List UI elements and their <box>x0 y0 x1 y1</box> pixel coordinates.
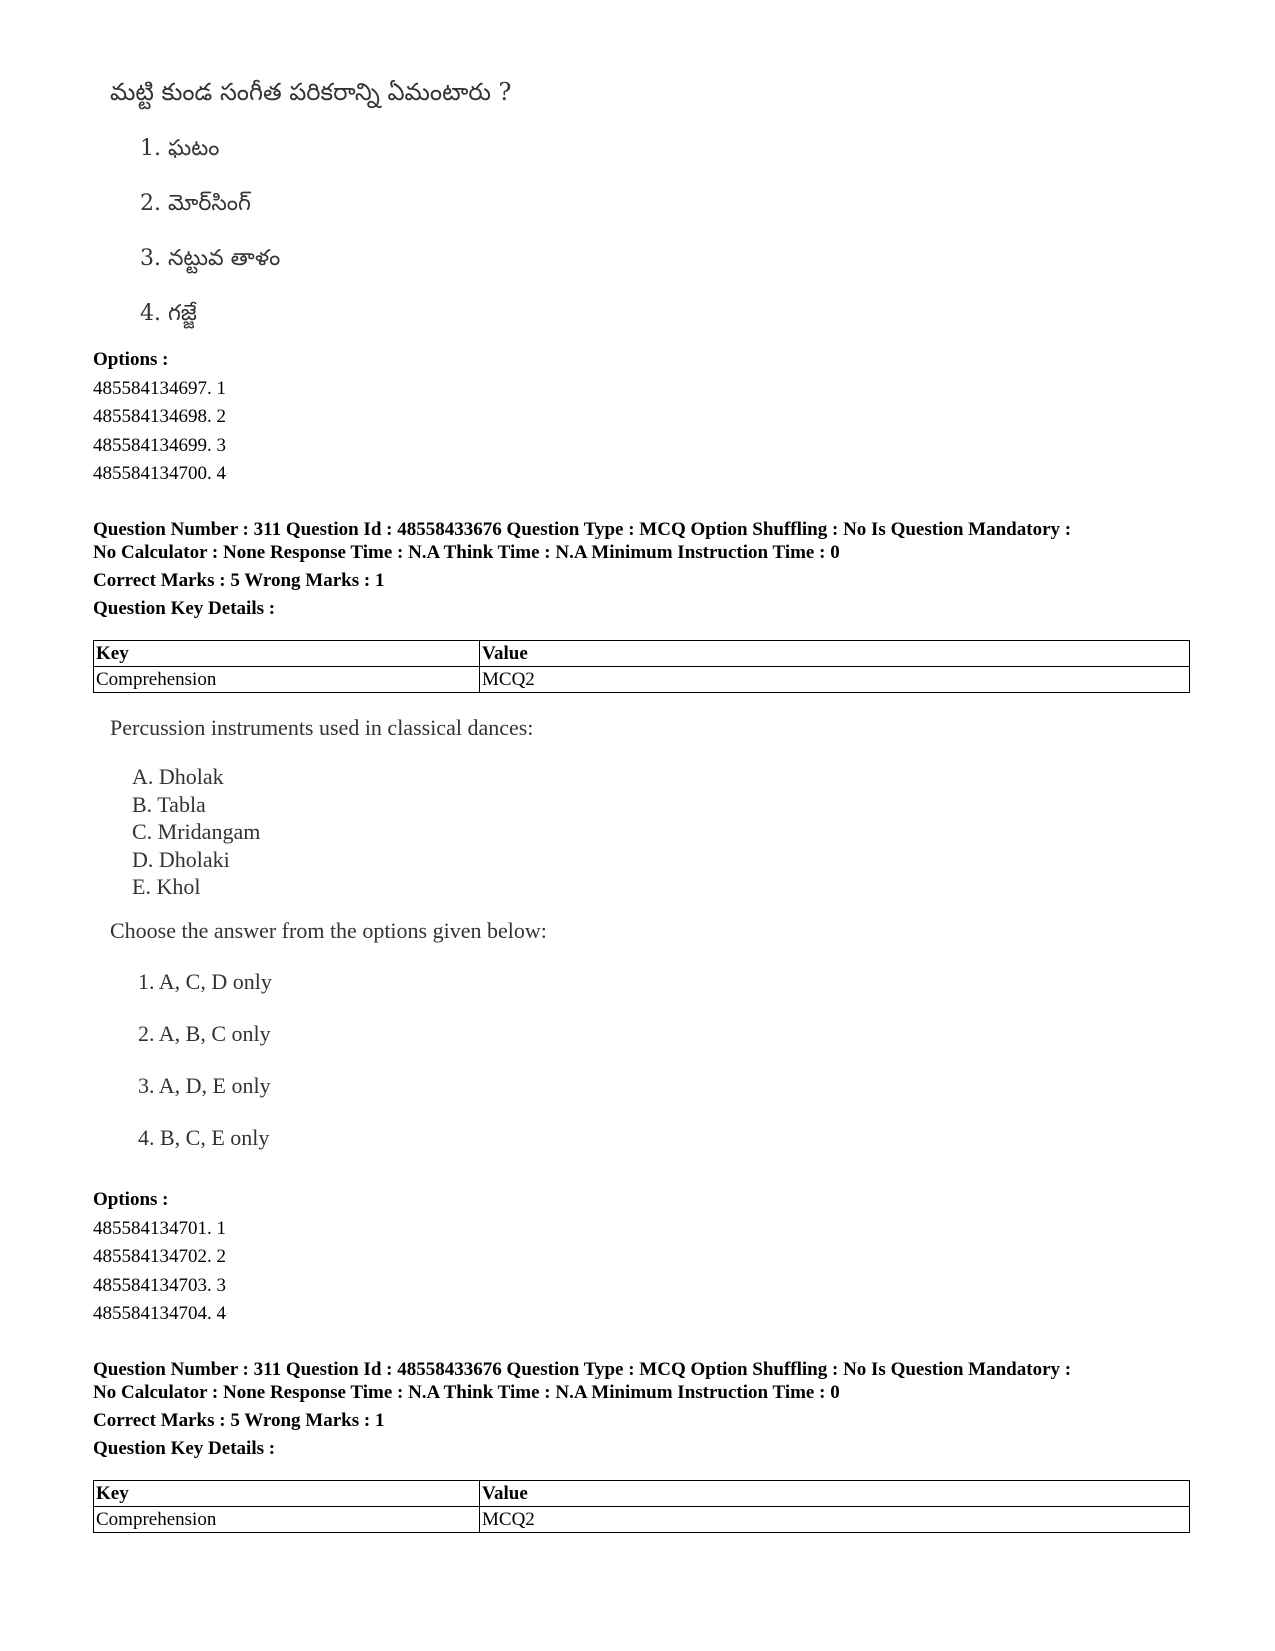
question-meta-line1: Question Number : 311 Question Id : 48558433676 Question Type : MCQ Option Shuffling : No Is Question Mandatory : <box>93 1359 1072 1380</box>
choice-4: 4. B, C, E only <box>138 1125 270 1150</box>
choice-1: 1. ఘటం <box>140 136 220 161</box>
table-cell-value: MCQ2 <box>480 667 1190 693</box>
choice-2: 2. A, B, C only <box>138 1021 271 1046</box>
key-details-label: Question Key Details : <box>93 1438 276 1459</box>
options-label: Options : <box>93 1189 169 1210</box>
question-stem: మట్టి కుండ సంగీత పరికరాన్ని ఏమంటారు ? <box>110 78 512 106</box>
list-item: B. Tabla <box>132 791 206 817</box>
question-key-table <box>93 1480 1190 1533</box>
table-cell-value: MCQ2 <box>480 1507 1190 1533</box>
table-cell-key: Comprehension <box>94 1507 480 1533</box>
table-header-key: Key <box>94 1481 480 1507</box>
question-meta-line1: Question Number : 311 Question Id : 48558433676 Question Type : MCQ Option Shuffling : No Is Question Mandatory : <box>93 519 1072 540</box>
list-item: D. Dholaki <box>132 846 230 872</box>
question-meta-line2: No Calculator : None Response Time : N.A Think Time : N.A Minimum Instruction Time : 0 <box>93 1382 840 1403</box>
table-header-value: Value <box>480 1481 1190 1507</box>
answer-instruction: Choose the answer from the options given below: <box>110 918 547 943</box>
option-id: 485584134698. 2 <box>93 406 226 427</box>
marks-line: Correct Marks : 5 Wrong Marks : 1 <box>93 570 385 591</box>
item-list <box>132 763 260 901</box>
q1-options-block <box>93 346 226 489</box>
options-label: Options : <box>93 349 169 370</box>
q2-options-block <box>93 1186 226 1329</box>
choice-3: 3. నట్టువ తాళం <box>140 246 281 271</box>
choice-3: 3. A, D, E only <box>138 1073 271 1098</box>
option-id: 485584134697. 1 <box>93 377 226 399</box>
question-meta-line2: No Calculator : None Response Time : N.A Think Time : N.A Minimum Instruction Time : 0 <box>93 542 840 563</box>
option-id: 485584134699. 3 <box>93 434 226 456</box>
choice-4: 4. గజ్జే <box>140 301 197 326</box>
choice-1: 1. A, C, D only <box>138 969 272 994</box>
option-id: 485584134704. 4 <box>93 1303 226 1324</box>
q2-meta-block <box>93 518 1213 623</box>
table-header-key: Key <box>94 641 480 667</box>
question-stem: Percussion instruments used in classical dances: <box>110 715 534 740</box>
option-id: 485584134702. 2 <box>93 1246 226 1267</box>
list-item: A. Dholak <box>132 764 224 789</box>
list-item: C. Mridangam <box>132 819 261 844</box>
english-question-image <box>110 715 810 1155</box>
list-item: E. Khol <box>132 874 201 899</box>
option-id: 485584134701. 1 <box>93 1217 226 1239</box>
key-details-label: Question Key Details : <box>93 598 276 619</box>
option-id: 485584134703. 3 <box>93 1274 226 1296</box>
table-cell-key: Comprehension <box>94 667 480 693</box>
table-header-value: Value <box>480 641 1190 667</box>
telugu-question-image <box>110 78 710 348</box>
q3-meta-block <box>93 1358 1213 1463</box>
question-key-table <box>93 640 1190 693</box>
choice-2: 2. మోర్‌సింగ్ <box>140 191 251 216</box>
marks-line: Correct Marks : 5 Wrong Marks : 1 <box>93 1410 385 1431</box>
option-id: 485584134700. 4 <box>93 463 226 484</box>
